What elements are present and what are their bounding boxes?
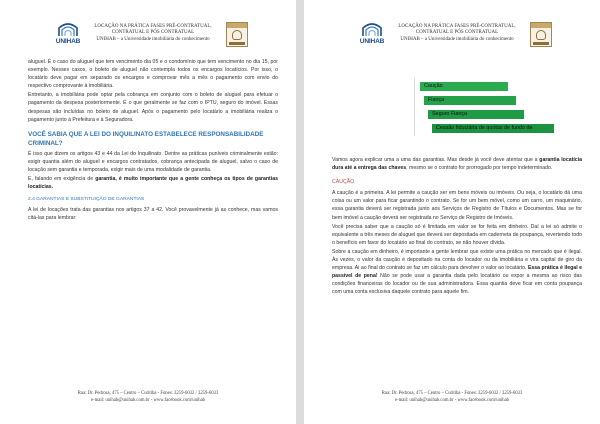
section-title-caucao: CAUÇÃO <box>332 179 355 186</box>
section-title: VOCÊ SABIA QUE A LEI DO INQUILINATO ESTABELECE RESPONSABILIDADE CRIMINAL? <box>28 130 264 147</box>
guarantee-item-seguro-fianca: Seguro Fiança <box>428 110 524 119</box>
page-footer <box>0 390 296 404</box>
left-page <box>0 0 296 424</box>
header-line-3: UNIHAB – a Universidade imobiliária do conhecimento <box>400 36 514 42</box>
right-page-body <box>332 156 582 298</box>
text-run: , mesmo se o contrato for prorrogado por tempo indeterminado. <box>406 165 553 172</box>
bold-text: garantia locatícia dura até a entrega das chaves <box>332 157 582 172</box>
header-line-1: LOCAÇÃO NA PRÁTICA FASES PRÉ-CONTRATUAL, <box>94 24 212 29</box>
footer-address: Rua: Dr. Pedrosa, 475 – Centro – Curitiba - Fones: 3259-6032 / 3259-6033 <box>77 391 219 396</box>
guarantee-item-cessao-fiduciaria: Cessão fiduciária de quotas de fundo de <box>432 124 554 133</box>
text-run: Vamos agora explicar uma a uma das garantias. Mas desde já você deve atentar que a <box>332 157 540 163</box>
unihab-logo <box>56 22 80 48</box>
header-text <box>388 24 526 43</box>
header-line-2: CONTRATUAL E PÓS CONTRATUAL <box>111 30 195 36</box>
page-header <box>304 22 600 48</box>
paragraph: Entretanto, a imobiliária pode optar pela cobrança em conjunto com o boleto de aluguel para efetuar o pagamento da despesa posteriormente. É o que geralmente se faz com o IPTU, seguro do imóvel. Essas despesas são incluídas no boleto de aluguel. Após o pagamento pelo locatário a imobiliária realiza o pagamento junto à Prefeitura e à Seguradora. <box>28 92 278 123</box>
guarantee-item-fianca: Fiança <box>424 96 516 105</box>
text-run: Sobre a caução em dinheiro, é importante a gente lembrar que existe uma prática no mercado que é ilegal. Às vezes, o valor da caução é depositado na conta do locador ou da imobiliária e vira capital de giro da empresa. Ai ao final do contrato se faz um cálculo para devolver o valor ao locatário. <box>332 248 582 272</box>
crest-icon <box>226 22 248 47</box>
paragraph: É isso que dizem os artigos 43 e 44 da Lei do Inquilinato. Dentre as práticas puníveis criminalmente estão: exigir quantia além do aluguel e encargos contratados, cobrança antecipada de aluguel, salvo o caso de locação sem garantia e temporada, exigir mais de uma modalidade de garantia. <box>28 150 278 173</box>
header-line-3: UNIHAB – a Universidade imobiliária do conhecimento <box>96 36 210 42</box>
bold-text: garantia, é muito importante que a gente conheça os tipos de garantias locatícias. <box>28 176 278 191</box>
text-run: E, falando em exigência de <box>28 176 96 183</box>
paragraph <box>332 156 582 172</box>
crest-icon <box>530 22 552 47</box>
logo-wordmark: UNIHAB <box>359 38 385 45</box>
house-arch-icon <box>362 22 382 37</box>
footer-contact: e-mail: unihab@unihab.com.br - www.facebook.com/unihab <box>394 398 509 403</box>
paragraph <box>28 175 278 191</box>
guarantees-diagram <box>410 78 582 140</box>
guarantee-item-caucao: Caução <box>420 82 508 91</box>
footer-contact: e-mail: unihab@unihab.com.br - www.facebook.com/unihab <box>90 398 205 403</box>
page-footer <box>304 390 600 404</box>
subsection-title: 2.4 GARANTIAS E SUBSTITUIÇÃO DE GARANTIAS <box>28 197 145 203</box>
left-page-body <box>28 58 278 223</box>
header-line-1: LOCAÇÃO NA PRÁTICA FASES PRÉ-CONTRATUAL, <box>398 24 516 29</box>
paragraph: Você precisa saber que a caução só é limitada em valor se for feita em dinheiro. Daí a lei só admite o equivalente a três meses de aluguel que deverá ser depositada em caderneta de poupança, revertendo todo o benefício em favor do locatário ao final do contrato, se não houver dívida. <box>332 223 582 246</box>
page-header <box>0 22 296 48</box>
paragraph <box>332 248 582 297</box>
footer-address: Rua: Dr. Pedrosa, 475 – Centro – Curitiba - Fones: 3259-6032 / 3259-6033 <box>381 391 523 396</box>
bold-text: Essa prática é ilegal e passível de pena! <box>332 265 582 280</box>
right-page <box>304 0 600 424</box>
paragraph: aluguel. É o caso do aluguel que tem vencimento dia 05 e o condomínio que tem vencimento no dia 15, por exemplo. Nesses casos, o boleto de aluguel não contempla todos os encargos locatícios. Por isso, o locatário deve pagar em separado os encargos e comprovar mês a mês o pagamento com envio do respectivo comprovante à imobiliária. <box>28 59 278 90</box>
unihab-logo <box>360 22 384 48</box>
header-text <box>84 24 222 43</box>
house-arch-icon <box>58 22 78 37</box>
text-run: Não se pode usar a garantia dada pelo locatário ou expor a mesma ao risco das condições financeiras do locador ou de sua administradora. Essa quantia deve ficar em conta poupança com uma conta exclusiva daquele contrato para aquele fim. <box>332 273 583 296</box>
diagram-connector <box>414 78 415 136</box>
paragraph: A lei de locações trata das garantias nos artigos 37 a 42. Você provavelmente já as conhece, mas vamos citá-las para lembrar: <box>28 207 278 222</box>
header-line-2: CONTRATUAL E PÓS CONTRATUAL <box>415 30 499 36</box>
logo-wordmark: UNIHAB <box>55 38 81 45</box>
paragraph: A caução é a primeira. A lei permite a caução ser em bens móveis ou imóveis. Ou seja, o locatário dá uma coisa ou um valor para ficar garantindo o contrato. Se for um bem móvel, como um carro, um maquinário, essa garantia deverá ser registrada junto aos Serviços de Registro de Títulos e Documentos. Mas se for bem imóvel a caução deverá ser registrada no Serviço de Registro de Imóveis. <box>332 190 582 221</box>
